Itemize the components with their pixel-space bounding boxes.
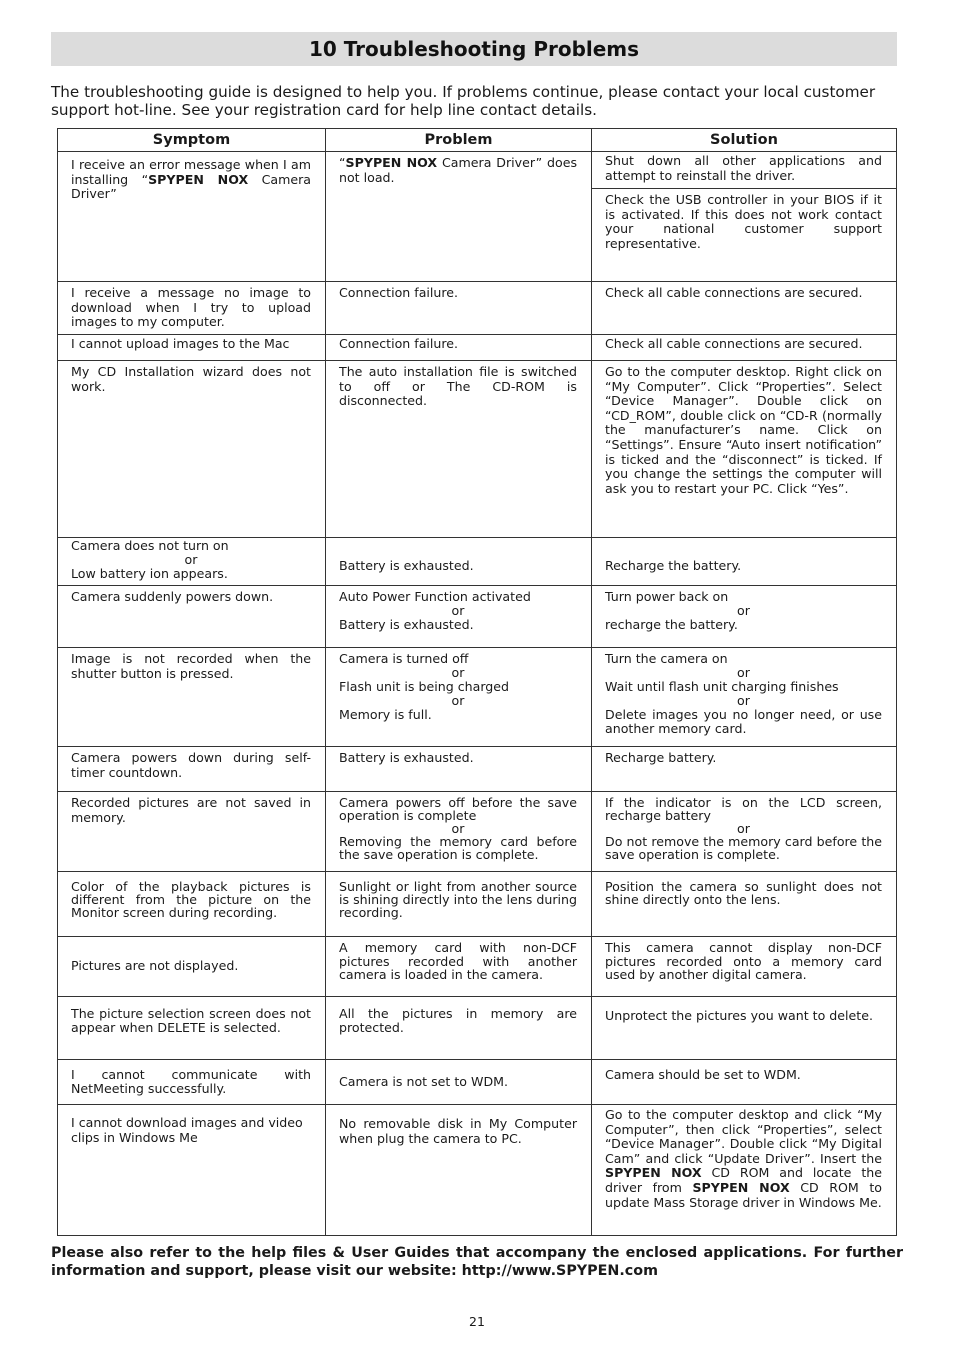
problem-cell: The auto installation file is switched to off or The CD-ROM is disconnected. — [326, 361, 592, 538]
symptom-cell: Camera powers down during self-timer countdown. — [58, 747, 326, 792]
solution-cell: Go to the computer desktop. Right click on “My Computer”. Click “Properties”. Select “Device Manager”. Double click on “CD_ROM”, double click on “CD-R (normally the manufacturer’s name. Click on “Settings”. Ensure “Auto insert notification” is ticked and the “disconnect” is ticked. If you change the settings the computer will ask you to restart your PC. Click “Yes”. — [592, 361, 897, 538]
problem-cell: Camera powers off before the save operation is complete or Removing the memory card before the save operation is complete. — [326, 792, 592, 872]
page-number: 21 — [469, 1314, 485, 1329]
solution-cell: Turn power back on or recharge the battery. — [592, 586, 897, 648]
table-row — [58, 282, 897, 335]
solution-cell: Check all cable connections are secured. — [592, 282, 897, 335]
title-bar — [51, 32, 897, 66]
table-row — [58, 747, 897, 792]
table-row — [58, 648, 897, 747]
solution-cell: If the indicator is on the LCD screen, recharge battery or Do not remove the memory card before the save operation is complete. — [592, 792, 897, 872]
solution-part: Shut down all other applications and attempt to reinstall the driver. — [605, 153, 882, 183]
symptom-cell: I receive a message no image to download when I try to upload images to my computer. — [58, 282, 326, 335]
intro-paragraph: The troubleshooting guide is designed to help you. If problems continue, please contact your local customer support hot-line. See your registration card for help line contact details. — [51, 83, 876, 119]
symptom-cell: Recorded pictures are not saved in memory. — [58, 792, 326, 872]
or-separator: or — [184, 551, 198, 567]
solution-cell: Recharge the battery. — [592, 538, 897, 586]
solution-cell: Go to the computer desktop and click “My Computer”, then click “Properties”, select “Device Manager”. Double click “My Digital Cam” and click “Update Driver”. Insert the SPYPEN NOX CD ROM and locate the driver from SPYPEN NOX CD ROM to update Mass Storage driver in Windows Me. — [592, 1105, 897, 1236]
problem-cell: Sunlight or light from another source is shining directly into the lens during recording. — [326, 872, 592, 937]
symptom-cell: Camera does not turn on or Low battery ion appears. — [58, 538, 326, 586]
problem-cell: Camera is turned off or Flash unit is being charged or Memory is full. — [326, 648, 592, 747]
solution-cell: Camera should be set to WDM. — [592, 1060, 897, 1105]
or-separator: or — [737, 821, 750, 836]
solution-cell: Turn the camera on or Wait until flash unit charging finishes or Delete images you no longer need, or use another memory card. — [592, 648, 897, 747]
table-row — [58, 1060, 897, 1105]
solution-cell: Unprotect the pictures you want to delete. — [592, 997, 897, 1060]
table-row — [58, 937, 897, 997]
symptom-cell: Color of the playback pictures is different from the picture on the Monitor screen during recording. — [58, 872, 326, 937]
symptom-cell: I cannot communicate with NetMeeting successfully. — [58, 1060, 326, 1105]
symptom-cell: I receive an error message when I am installing “SPYPEN NOX Camera Driver” — [58, 152, 326, 282]
table-row — [58, 361, 897, 538]
problem-cell: Camera is not set to WDM. — [326, 1060, 592, 1105]
header-solution: Solution — [592, 129, 897, 152]
table-row — [58, 538, 897, 586]
footer-note: Please also refer to the help files & User Guides that accompany the enclosed applications. For further information and support, please visit our website: http://www.SPYPEN.com — [51, 1245, 903, 1279]
problem-cell: Battery is exhausted. — [326, 538, 592, 586]
table-row — [58, 335, 897, 361]
solution-cell: This camera cannot display non-DCF pictures recorded onto a memory card used by another digital camera. — [592, 937, 897, 997]
header-problem: Problem — [326, 129, 592, 152]
problem-cell: “SPYPEN NOX Camera Driver” does not load. — [326, 152, 592, 282]
troubleshooting-table — [57, 128, 897, 1236]
brand-name: SPYPEN NOX — [345, 155, 438, 170]
page-title: 10 Troubleshooting Problems — [308, 37, 640, 61]
brand-name: SPYPEN NOX — [148, 171, 249, 187]
symptom-cell: Pictures are not displayed. — [58, 937, 326, 997]
table-row — [58, 586, 897, 648]
or-separator: or — [451, 603, 465, 618]
or-separator: or — [737, 603, 750, 618]
problem-cell: All the pictures in memory are protected. — [326, 997, 592, 1060]
symptom-cell: I cannot download images and video clips in Windows Me — [58, 1105, 326, 1236]
problem-cell: A memory card with non-DCF pictures recorded with another camera is loaded in the camera. — [326, 937, 592, 997]
brand-name: SPYPEN NOX — [692, 1179, 790, 1195]
solution-cell: Check all cable connections are secured. — [592, 335, 897, 361]
or-separator: or — [451, 821, 465, 836]
table-row — [58, 872, 897, 937]
or-separator: or — [451, 693, 465, 708]
solution-cell: Recharge battery. — [592, 747, 897, 792]
problem-cell: Battery is exhausted. — [326, 747, 592, 792]
table-row — [58, 792, 897, 872]
problem-cell: Auto Power Function activated or Battery is exhausted. — [326, 586, 592, 648]
problem-cell: Connection failure. — [326, 335, 592, 361]
table-header-row — [58, 129, 897, 152]
symptom-cell: My CD Installation wizard does not work. — [58, 361, 326, 538]
symptom-cell: I cannot upload images to the Mac — [58, 335, 326, 361]
table-row — [58, 997, 897, 1060]
or-separator: or — [451, 665, 465, 680]
table-row — [58, 152, 897, 282]
problem-cell: No removable disk in My Computer when plug the camera to PC. — [326, 1105, 592, 1236]
problem-cell: Connection failure. — [326, 282, 592, 335]
or-separator: or — [737, 665, 750, 680]
or-separator: or — [737, 693, 750, 708]
header-symptom: Symptom — [58, 129, 326, 152]
symptom-cell: Camera suddenly powers down. — [58, 586, 326, 648]
symptom-cell: Image is not recorded when the shutter button is pressed. — [58, 648, 326, 747]
symptom-cell: The picture selection screen does not appear when DELETE is selected. — [58, 997, 326, 1060]
solution-cell — [592, 152, 897, 282]
solution-cell: Position the camera so sunlight does not shine directly onto the lens. — [592, 872, 897, 937]
table-row — [58, 1105, 897, 1236]
brand-name: SPYPEN NOX — [605, 1165, 702, 1181]
solution-part: Check the USB controller in your BIOS if it is activated. If this does not work contact your national customer support representative. — [592, 188, 896, 255]
